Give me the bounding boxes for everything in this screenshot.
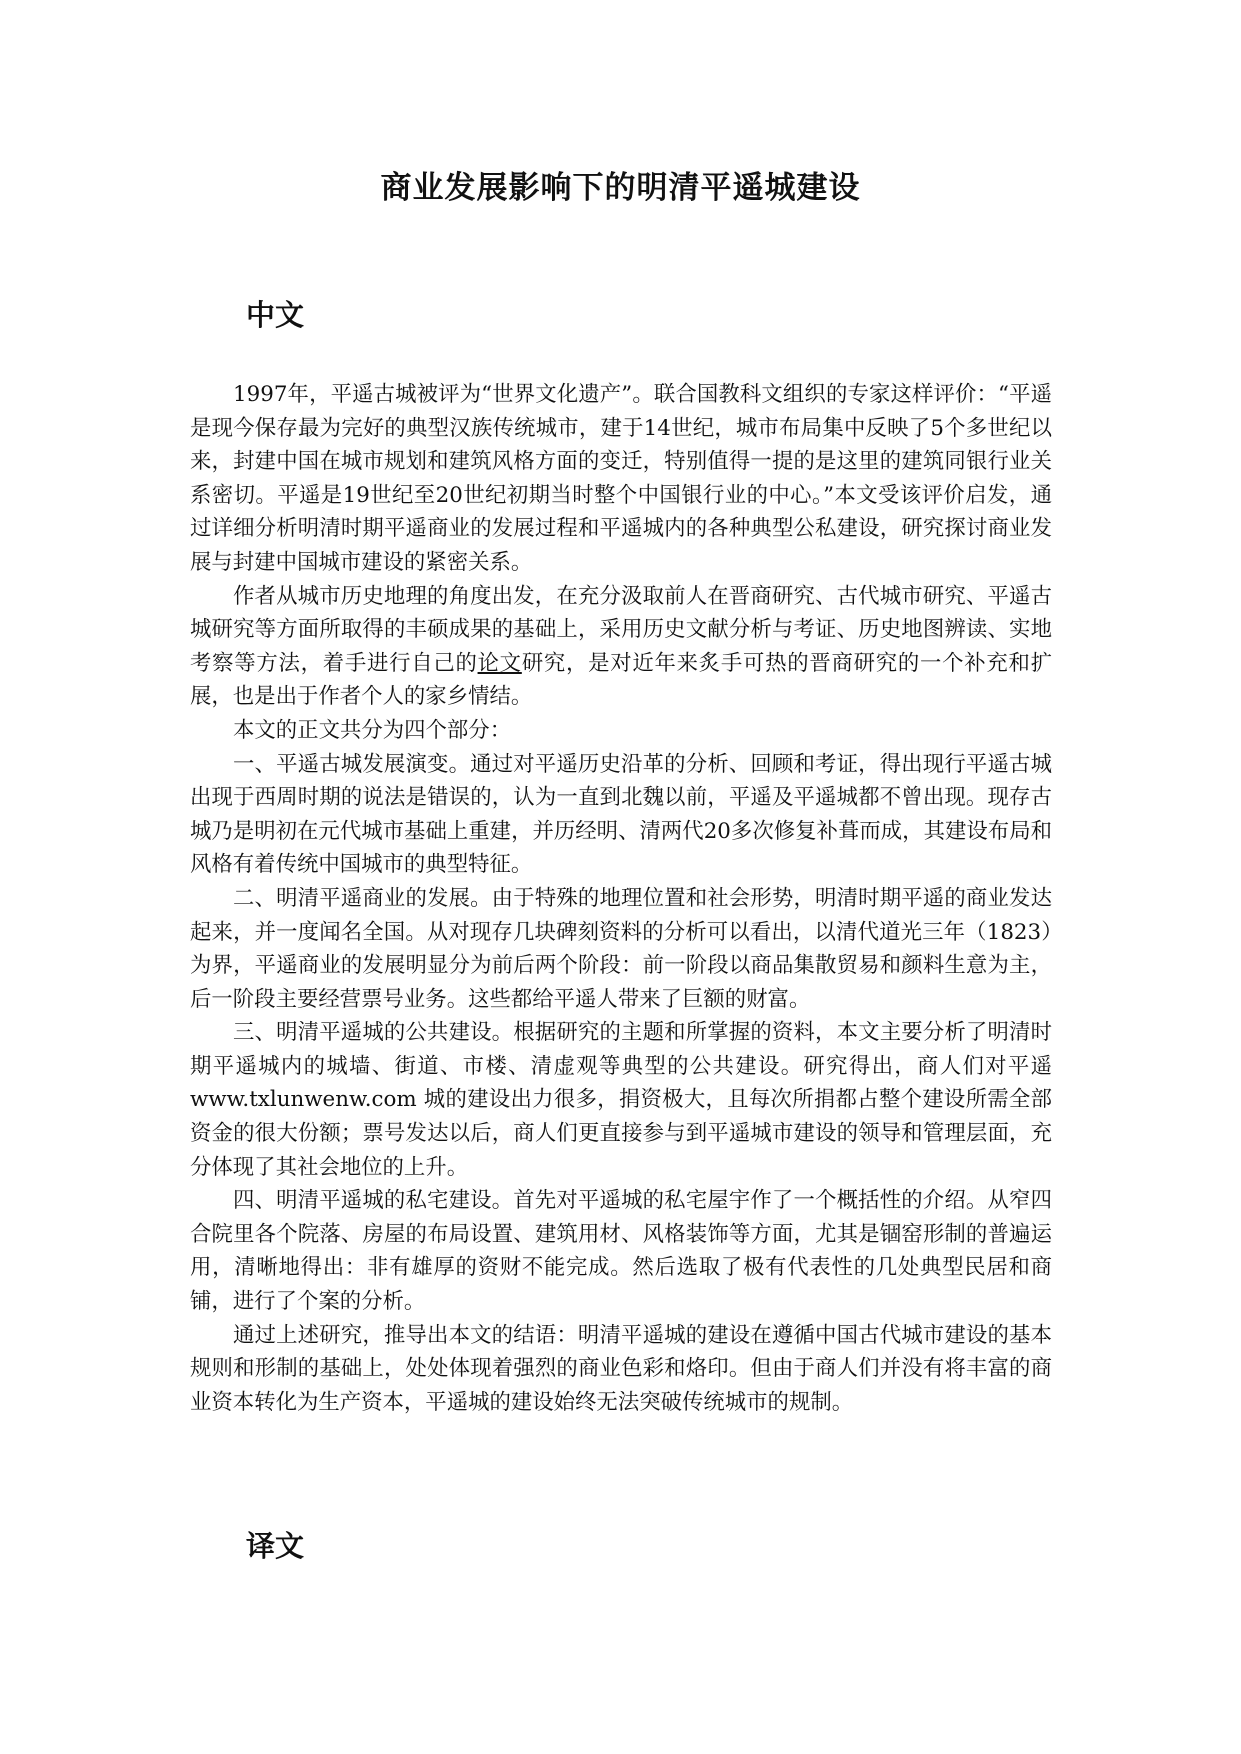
paragraph-intro: 1997年，平遥古城被评为“世界文化遗产”。联合国教科文组织的专家这样评价：“平遥是现今保存最为完好的典型汉族传统城市，建于14世纪，城市布局集中反映了5个多世纪以来，封建中国在城市规划和建筑风格方面的变迁，特别值得一提的是这里的建筑同银行业关系密切。平遥是19世纪至20世纪初期当时整个中国银行业的中心。”本文受该评价启发，通过详细分析明清时期平遥商业的发展过程和平遥城内的各种典型公私建设，研究探讨商业发展与封建中国城市建设的紧密关系。	[190, 382, 1052, 575]
method-text-before: 作者从城市历史地理的角度出发，在充分汲取前人在晋商研究、古代城市研究、平遥古城研究等方面所取得的丰硕成果的基础上，采用历史文献分析与考证、历史地图辨读、实地考察等方法，着手进行自己的	[190, 583, 1052, 676]
paragraph-part-four: 四、明清平遥城的私宅建设。首先对平遥城的私宅屋宇作了一个概括性的介绍。从窄四合院里各个院落、房屋的布局设置、建筑用材、风格装饰等方面，尤其是锢窑形制的普遍运用，清晰地得出：非有雄厚的资财不能完成。然后选取了极有代表性的几处典型民居和商铺，进行了个案的分析。	[190, 1188, 1052, 1315]
paragraph-conclusion: 通过上述研究，推导出本文的结语：明清平遥城的建设在遵循中国古代城市建设的基本规则和形制的基础上，处处体现着强烈的商业色彩和烙印。但由于商人们并没有将丰富的商业资本转化为生产资本，平遥城的建设始终无法突破传统城市的规制。	[190, 1322, 1052, 1415]
method-text-after: 研究，是对近年来炙手可热的晋商研究的一个补充和扩展，也是出于作者个人的家乡情结。	[190, 650, 1052, 710]
thesis-link[interactable]: 论文	[477, 650, 522, 676]
paragraph-method	[190, 580, 1052, 714]
paragraph-part-two: 二、明清平遥商业的发展。由于特殊的地理位置和社会形势，明清时期平遥的商业发达起来，并一度闻名全国。从对现存几块碑刻资料的分析可以看出，以清代道光三年（1823）为界，平遥商业的发展明显分为前后两个阶段：前一阶段以商品集散贸易和颜料生意为主，后一阶段主要经营票号业务。这些都给平遥人带来了巨额的财富。	[190, 885, 1052, 1012]
paragraph-part-three: 三、明清平遥城的公共建设。根据研究的主题和所掌握的资料，本文主要分析了明清时期平遥城内的城墙、街道、市楼、清虚观等典型的公共建设。研究得出，商人们对平遥 www.txlunwenw.com 城的建设出力很多，捐资极大，且每次所捐都占整个建设所需全部资金的很大份额；票号发达以后，商人们更直接参与到平遥城市建设的领导和管理层面，充分体现了其社会地位的上升。	[190, 1020, 1052, 1180]
paragraph-structure: 本文的正文共分为四个部分：	[233, 717, 512, 743]
document-title: 商业发展影响下的明清平遥城建设	[380, 170, 861, 206]
section-heading-translation: 译文	[246, 1529, 305, 1563]
section-heading-chinese: 中文	[246, 298, 305, 332]
abstract-body	[190, 378, 1052, 1419]
paragraph-part-one: 一、平遥古城发展演变。通过对平遥历史沿革的分析、回顾和考证，得出现行平遥古城出现于西周时期的说法是错误的，认为一直到北魏以前，平遥及平遥城都不曾出现。现存古城乃是明初在元代城市基础上重建，并历经明、清两代20多次修复补葺而成，其建设布局和风格有着传统中国城市的典型特征。	[190, 751, 1052, 878]
